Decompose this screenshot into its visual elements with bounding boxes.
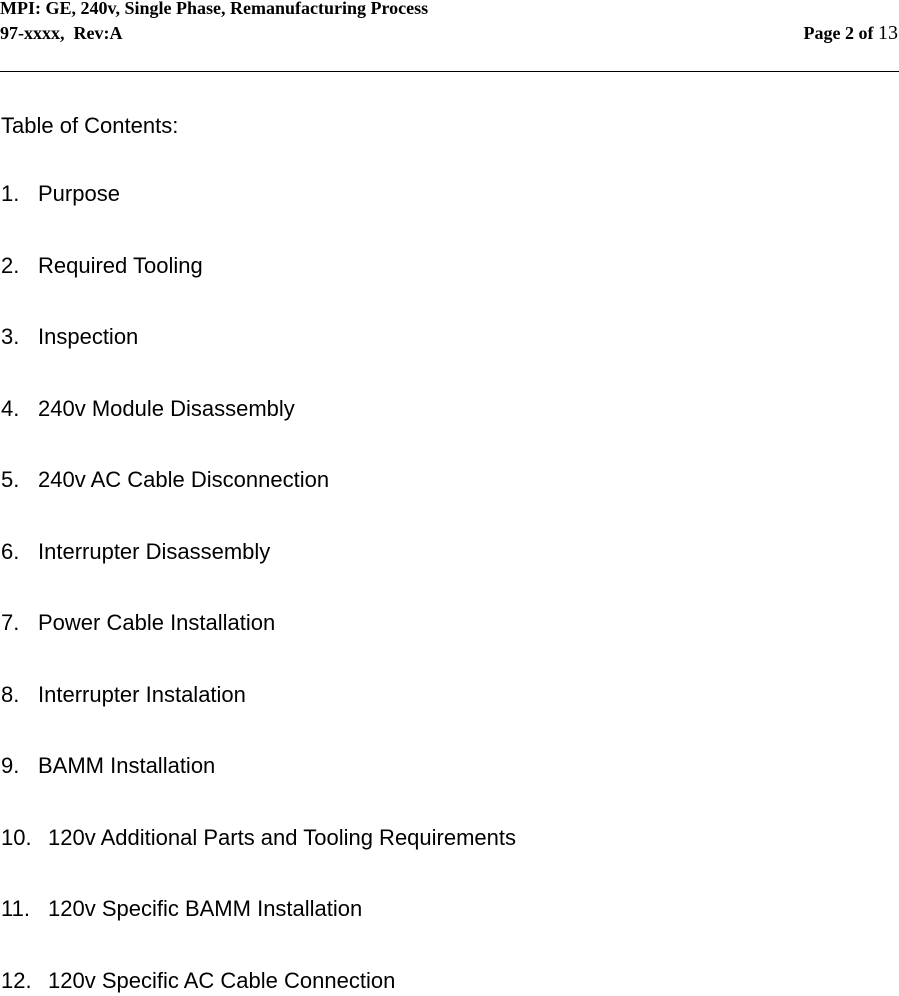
document-id: 97-xxxx, Rev:A — [0, 23, 123, 43]
toc-item-label: 240v Module Disassembly — [38, 396, 295, 421]
toc-item-label: BAMM Installation — [38, 753, 216, 778]
toc-item-number: 4. — [1, 396, 20, 421]
page-header — [0, 0, 899, 72]
page-number-prefix: Page 2 of — [803, 23, 878, 43]
toc-item-label: Inspection — [38, 324, 139, 349]
toc-item-number: 9. — [1, 753, 20, 778]
toc-item-label: Interrupter Instalation — [38, 682, 246, 707]
header-divider — [0, 71, 899, 72]
page-total: 13 — [878, 22, 898, 44]
toc-item-label: Power Cable Installation — [38, 610, 276, 635]
document-title: MPI: GE, 240v, Single Phase, Remanufacturing Process — [0, 0, 429, 18]
toc-item-number: 12. — [1, 968, 32, 993]
toc-item-label: 120v Specific AC Cable Connection — [48, 968, 396, 993]
toc-item-label: 120v Additional Parts and Tooling Requirements — [48, 825, 517, 850]
toc-item-label: Purpose — [38, 181, 120, 206]
toc-item-number: 3. — [1, 324, 20, 349]
toc-item-label: 120v Specific BAMM Installation — [48, 896, 363, 921]
toc-item-number: 11. — [1, 896, 30, 921]
toc-item-label: Required Tooling — [38, 253, 203, 278]
toc-item-number: 10. — [1, 825, 32, 850]
toc-heading: Table of Contents: — [1, 113, 179, 138]
toc-item-number: 1. — [1, 181, 20, 206]
page-number — [804, 22, 898, 45]
toc-item-number: 2. — [1, 253, 20, 278]
toc-item-number: 7. — [1, 610, 20, 635]
toc-item-number: 5. — [1, 467, 20, 492]
toc-item-label: 240v AC Cable Disconnection — [38, 467, 330, 492]
toc-item-number: 6. — [1, 539, 20, 564]
toc-item-label: Interrupter Disassembly — [38, 539, 271, 564]
toc-item-number: 8. — [1, 682, 20, 707]
